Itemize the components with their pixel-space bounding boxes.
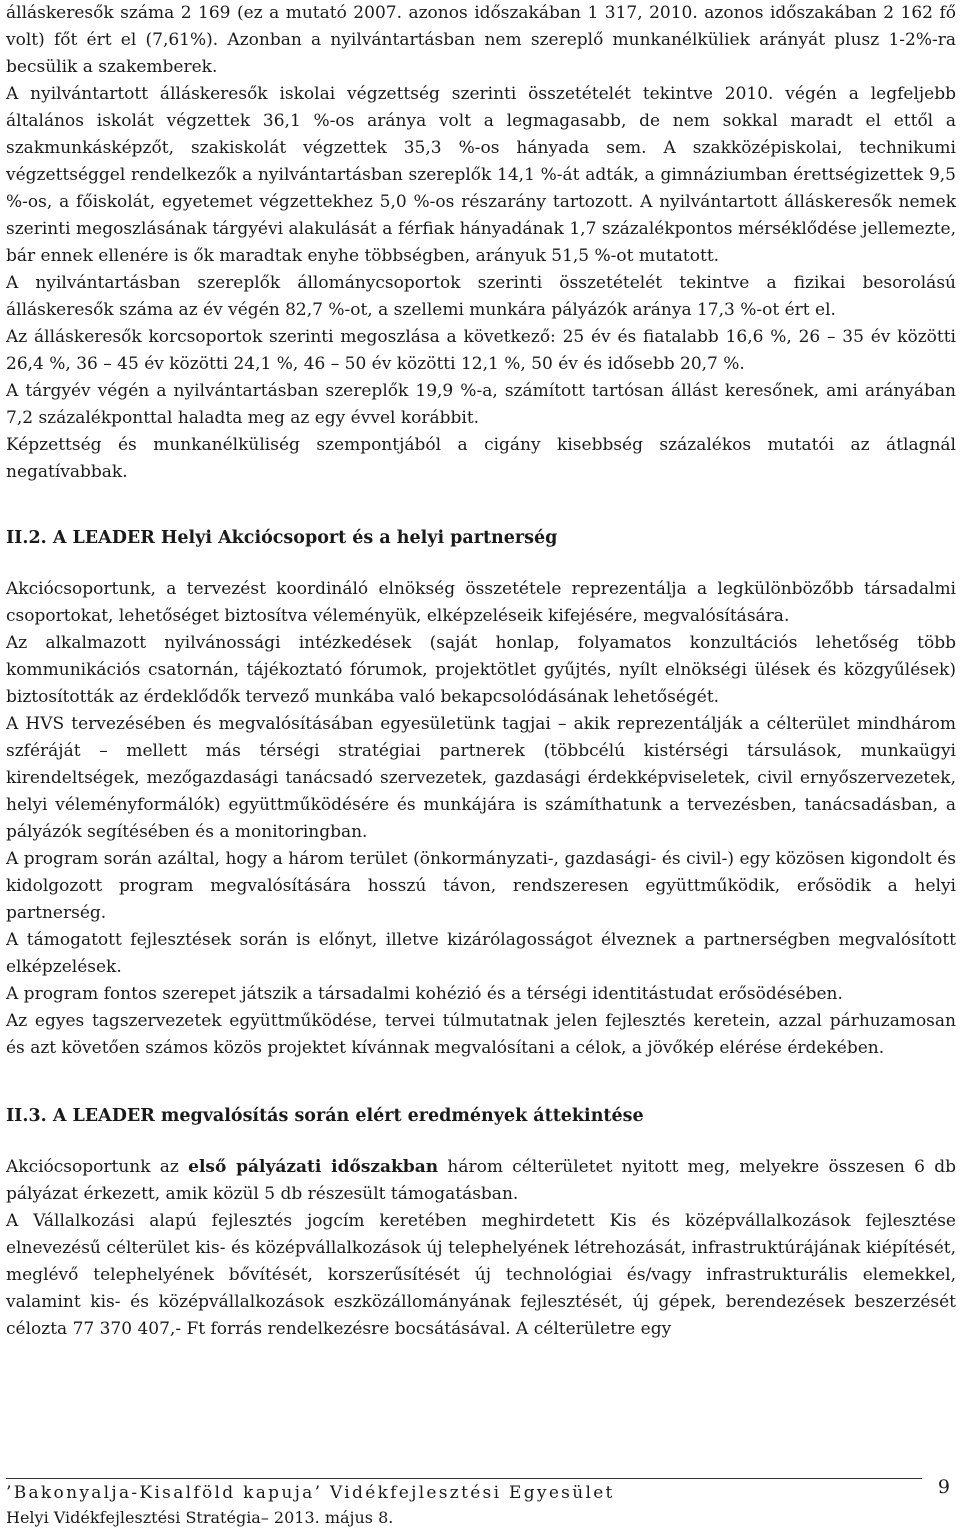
paragraph: A tárgyév végén a nyilvántartásban szereplők 19,9 %-a, számított tartósan állást keresőnek, ami arányában 7,2 százalékponttal haladta meg az egy évvel korábbit. bbox=[6, 381, 956, 428]
footer-document-title: Helyi Vidékfejlesztési Stratégia– 2013. május 8. bbox=[6, 1508, 394, 1527]
paragraph: Akciócsoportunk, a tervezést koordináló elnökség összetétele reprezentálja a legkülönbözőbb társadalmi csoportokat, lehetőséget biztosítva véleményük, elképzeléseik kifejésére, megvalósítására. bbox=[6, 579, 956, 626]
footer-organization: ’Bakonyalja-Kisalföld kapuja’ Vidékfejlesztési Egyesület bbox=[6, 1483, 615, 1503]
page-number: 9 bbox=[937, 1476, 950, 1498]
section-heading: II.3. A LEADER megvalósítás során elért eredmények áttekintése bbox=[6, 1106, 644, 1126]
section-heading: II.2. A LEADER Helyi Akciócsoport és a helyi partnerség bbox=[6, 528, 558, 548]
text-run: három célterületet nyitott meg, melyekre összesen 6 db pályázat érkezett, amik közül 5 db részesült támogatásban. bbox=[6, 1157, 956, 1204]
paragraph: A támogatott fejlesztések során is előnyt, illetve kizárólagosságot élveznek a partnerségben megvalósított elképzelések. bbox=[6, 930, 956, 977]
footer-divider bbox=[6, 1478, 922, 1479]
document-page bbox=[6, 0, 956, 1343]
paragraph: A program során azáltal, hogy a három terület (önkormányzati-, gazdasági- és civil-) egy közösen kigondolt és kidolgozott program megvalósítására hosszú távon, rendszeresen együttműködik, erősödik a helyi partnerség. bbox=[6, 849, 956, 923]
paragraph: A program fontos szerepet játszik a társadalmi kohézió és a térségi identitástudat erősödésében. bbox=[6, 984, 843, 1004]
paragraph: A Vállalkozási alapú fejlesztés jogcím keretében meghirdetett Kis és középvállalkozások fejlesztése elnevezésű célterület kis- és középvállalkozások új telephelyének létrehozását, infrastruktúrájának kiépítését, meglévő telephelyének bővítését, korszerűsítését új technológiai és/vagy infrastrukturális elemekkel, valamint kis- és középvállalkozások eszközállományának fejlesztését, új gépek, berendezések beszerzését célozta 77 370 407,- Ft forrás rendelkezésre bocsátásával. A célterületre egy bbox=[6, 1211, 956, 1339]
paragraph: Képzettség és munkanélküliség szempontjából a cigány kisebbség százalékos mutatói az átlagnál negatívabbak. bbox=[6, 435, 956, 482]
paragraph: A nyilvántartott álláskeresők iskolai végzettség szerinti összetételét tekintve 2010. végén a legfeljebb általános iskolát végzettek 36,1 %-os aránya volt a legmagasabb, de nem sokkal maradt el ettől a szakmunkásképzőt, szakiskolát végzettek 35,3 %-os hányada sem. A szakközépiskolai, technikumi végzettséggel rendelkezők a nyilvántartásban szereplők 14,1 %-át adták, a gimnáziumban érettségizettek 9,5 %-os, a főiskolát, egyetemet végzettekhez 5,0 %-os részarány tartozott. A nyilvántartott álláskeresők nemek szerinti megoszlásának tárgyévi alakulását a férfiak hányadának 1,7 százalékpontos mérséklődése jellemezte, bár ennek ellenére is ők maradtak enyhe többségben, arányuk 51,5 %-ot mutatott. bbox=[6, 84, 956, 266]
text-run: Akciócsoportunk az bbox=[6, 1157, 189, 1177]
paragraph: A HVS tervezésében és megvalósításában egyesületünk tagjai – akik reprezentálják a célterület mindhárom szféráját – mellett más térségi stratégiai partnerek (többcélú kistérségi társulások, munkaügyi kirendeltségek, mezőgazdasági tanácsadó szervezetek, gazdasági érdekképviseletek, civil ernyőszervezetek, helyi véleményformálók) együttműködésére és munkájára is számíthatunk a tervezésben, tanácsadásban, a pályázók segítésében és a monitoringban. bbox=[6, 714, 956, 842]
paragraph: Az álláskeresők korcsoportok szerinti megoszlása a következő: 25 év és fiatalabb 16,6 %, 26 – 35 év közötti 26,4 %, 36 – 45 év közötti 24,1 %, 46 – 50 év közötti 12,1 %, 50 év és idősebb 20,7 %. bbox=[6, 327, 956, 374]
paragraph: Az alkalmazott nyilvánossági intézkedések (saját honlap, folyamatos konzultációs lehetőség több kommunikációs csatornán, tájékoztató fórumok, projektötlet gyűjtés, nyílt elnökségi ülések és közgyűlések) biztosították az érdeklődők tervező munkába való bekapcsolódásának lehetőségét. bbox=[6, 633, 956, 707]
paragraph: álláskeresők száma 2 169 (ez a mutató 2007. azonos időszakában 1 317, 2010. azonos időszakában 2 162 fő volt) főt ért el (7,61%). Azonban a nyilvántartásban nem szereplő munkanélküliek arányát plusz 1-2%-ra becsülik a szakemberek. bbox=[6, 3, 956, 77]
emphasis-text: első pályázati időszakban bbox=[188, 1157, 439, 1177]
paragraph bbox=[6, 1154, 956, 1208]
paragraph: A nyilvántartásban szereplők állománycsoportok szerinti összetételét tekintve a fizikai besorolású álláskeresők száma az év végén 82,7 %-ot, a szellemi munkára pályázók aránya 17,3 %-ot ért el. bbox=[6, 273, 956, 320]
paragraph: Az egyes tagszervezetek együttműködése, tervei túlmutatnak jelen fejlesztés keretein, azzal párhuzamosan és azt követően számos közös projektet kívánnak megvalósítani a célok, a jövőkép elérése érdekében. bbox=[6, 1011, 956, 1058]
